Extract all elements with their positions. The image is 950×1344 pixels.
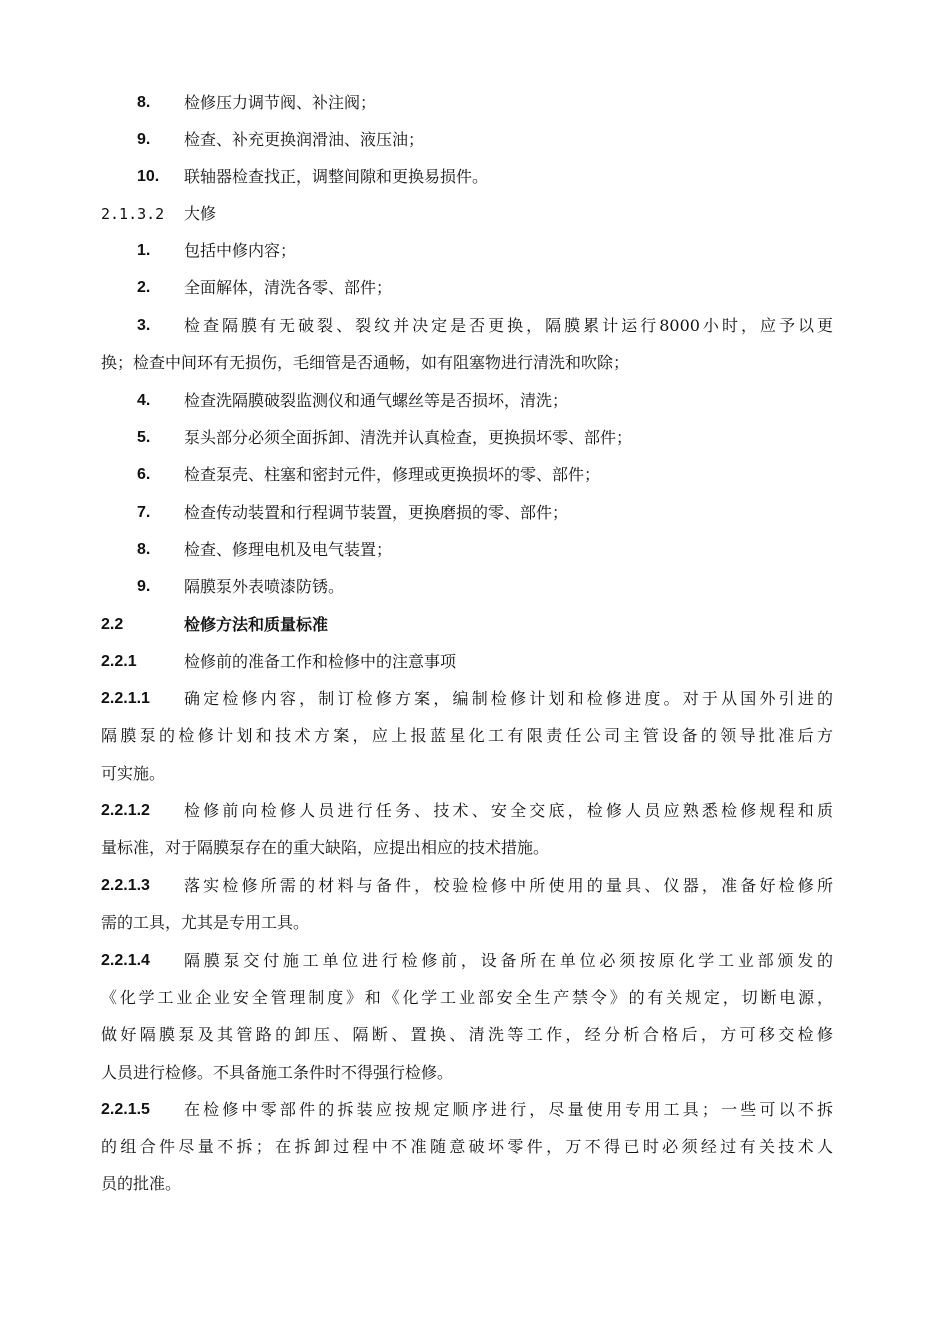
paragraph-line: 《化学工业企业安全管理制度》和《化学工业部安全生产禁令》的有关规定，切断电源， [101,988,833,1007]
list-item-text: 检查、修理电机及电气装置； [184,540,393,559]
list-item-number: 7. [137,504,151,521]
list-item-text: 包括中修内容； [184,241,297,260]
list-item-text: 检查洗隔膜破裂监测仪和通气螺丝等是否损坏，清洗； [184,391,569,410]
section-title: 检修前的准备工作和检修中的注意事项 [184,652,457,671]
list-item-text: 泵头部分必须全面拆卸、清洗并认真检查，更换损坏零、部件； [184,428,633,447]
paragraph-line: 落实检修所需的材料与备件，校验检修中所使用的量具、仪器，准备好检修所 [184,876,833,895]
paragraph-line: 隔膜泵的检修计划和技术方案，应上报蓝星化工有限责任公司主管设备的领导批准后方 [101,726,833,745]
list-item-text: 换；检查中间环有无损伤，毛细管是否通畅，如有阻塞物进行清洗和吹除； [101,353,630,372]
list-item-text: 检查传动装置和行程调节装置，更换磨损的零、部件； [184,503,569,522]
section-title: 大修 [184,204,217,223]
paragraph-line: 在检修中零部件的拆装应按规定顺序进行，尽量使用专用工具；一些可以不拆 [184,1100,833,1119]
paragraph-line: 可实施。 [101,764,166,783]
list-item-number: 8. [137,94,151,111]
list-item-text: 检查隔膜有无破裂、裂纹并决定是否更换，隔膜累计运行8000小时，应予以更 [184,316,833,335]
list-item-number: 3. [137,317,151,334]
paragraph-line: 量标准，对于隔膜泵存在的重大缺陷，应提出相应的技术措施。 [101,838,550,857]
paragraph-line: 检修前向检修人员进行任务、技术、安全交底，检修人员应熟悉检修规程和质 [184,801,833,820]
list-item-text: 检查、补充更换润滑油、液压油； [184,130,425,149]
list-item-number: 10. [137,168,160,185]
paragraph-number: 2.2.1.5 [101,1101,150,1118]
list-item-text: 隔膜泵外表喷漆防锈。 [184,577,345,596]
list-item-text: 检查泵壳、柱塞和密封元件，修理或更换损坏的零、部件； [184,465,601,484]
list-item-text: 全面解体，清洗各零、部件； [184,278,393,297]
section-number: 2.1.3.2 [101,205,165,223]
list-item-number: 1. [137,242,151,259]
paragraph-number: 2.2.1.2 [101,802,150,819]
list-item-number: 9. [137,131,151,148]
list-item-number: 2. [137,279,151,296]
list-item-number: 8. [137,541,151,558]
section-title: 检修方法和质量标准 [184,615,329,634]
list-item-number: 5. [137,429,151,446]
paragraph-number: 2.2.1.3 [101,877,150,894]
list-item-text: 联轴器检查找正，调整间隙和更换易损件。 [184,167,489,186]
paragraph-line: 需的工具，尤其是专用工具。 [101,913,310,932]
section-number: 2.2.1 [101,653,137,670]
paragraph-number: 2.2.1.1 [101,690,150,707]
list-item-text: 检修压力调节阀、补注阀； [184,93,377,112]
paragraph-line: 做好隔膜泵及其管路的卸压、隔断、置换、清洗等工作，经分析合格后，方可移交检修 [101,1025,833,1044]
list-item-number: 9. [137,578,151,595]
paragraph-line: 的组合件尽量不拆；在拆卸过程中不准随意破坏零件，万不得已时必须经过有关技术人 [101,1137,833,1156]
list-item-number: 6. [137,466,151,483]
list-item-number: 4. [137,392,151,409]
section-number: 2.2 [101,616,124,633]
paragraph-line: 人员进行检修。不具备施工条件时不得强行检修。 [101,1063,454,1082]
paragraph-line: 员的批准。 [101,1174,182,1193]
paragraph-line: 确定检修内容，制订检修方案，编制检修计划和检修进度。对于从国外引进的 [184,689,833,708]
paragraph-line: 隔膜泵交付施工单位进行检修前，设备所在单位必须按原化学工业部颁发的 [184,951,833,970]
paragraph-number: 2.2.1.4 [101,952,150,969]
